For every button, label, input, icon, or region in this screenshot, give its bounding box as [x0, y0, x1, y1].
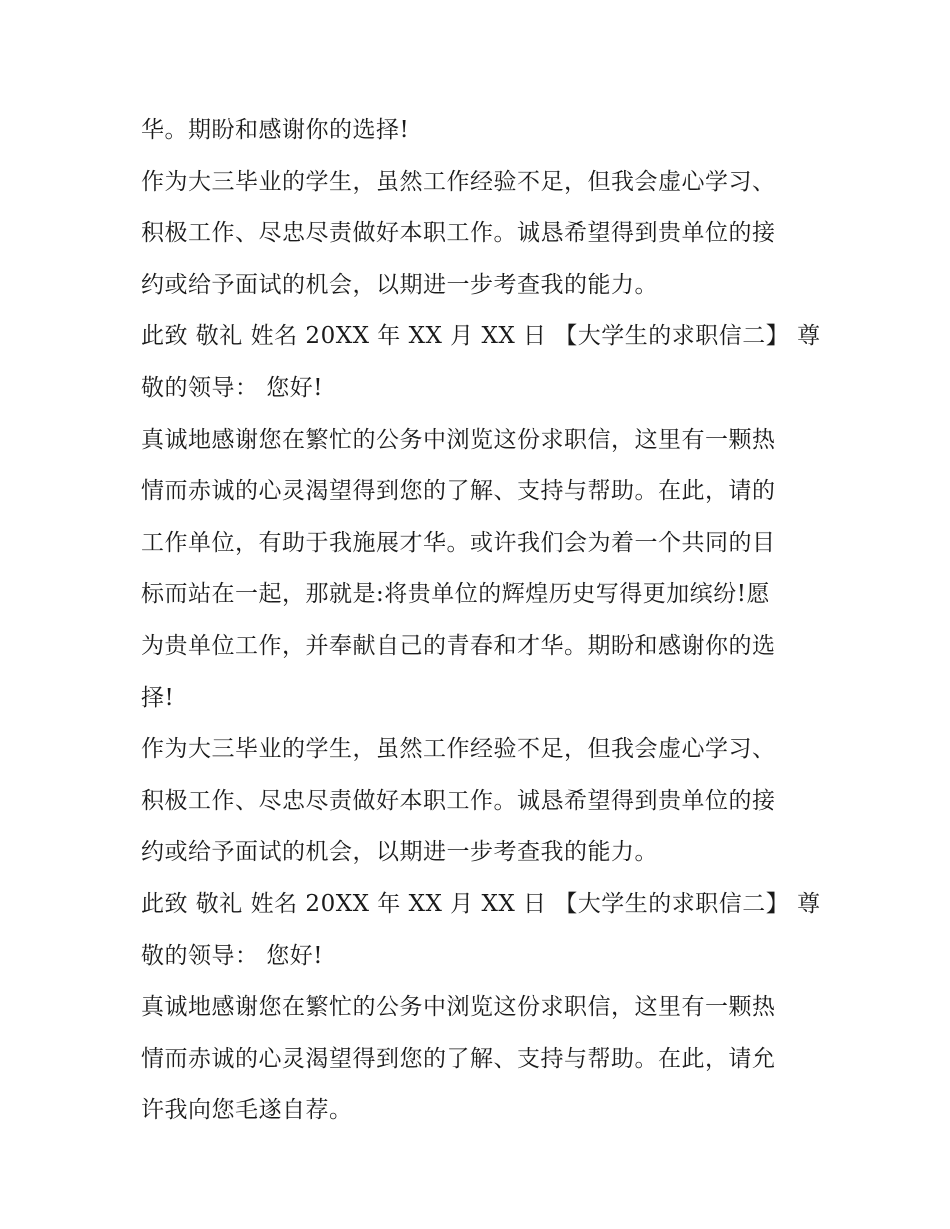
text-line: 情而赤诚的心灵渴望得到您的了解、支持与帮助。在此，请允 [141, 1045, 776, 1072]
text-line: 真诚地感谢您在繁忙的公务中浏览这份求职信，这里有一颗热 [141, 994, 776, 1021]
text-line: 积极工作、尽忠尽责做好本职工作。诚恳希望得到贵单位的接 [141, 220, 776, 247]
text-line: 标而站在一起，那就是:将贵单位的辉煌历史写得更加缤纷!愿 [141, 581, 770, 608]
letter-body [141, 105, 821, 1137]
text-line: 此致 敬礼 姓名 20XX 年 XX 月 XX 日 【大学生的求职信二】 尊 [141, 323, 821, 350]
text-line: 情而赤诚的心灵渴望得到您的了解、支持与帮助。在此，请的 [141, 478, 776, 505]
text-line: 此致 敬礼 姓名 20XX 年 XX 月 XX 日 【大学生的求职信二】 尊 [141, 890, 821, 917]
text-line: 积极工作、尽忠尽责做好本职工作。诚恳希望得到贵单位的接 [141, 787, 776, 814]
text-line: 作为大三毕业的学生，虽然工作经验不足，但我会虚心学习、 [141, 168, 776, 195]
text-line: 真诚地感谢您在繁忙的公务中浏览这份求职信，这里有一颗热 [141, 426, 776, 453]
text-line: 许我向您毛遂自荐。 [141, 1097, 353, 1124]
text-line: 择! [141, 684, 175, 711]
text-line: 工作单位，有助于我施展才华。或许我们会为着一个共同的目 [141, 529, 776, 556]
text-line: 为贵单位工作，并奉献自己的青春和才华。期盼和感谢你的选 [141, 632, 776, 659]
text-line: 华。期盼和感谢你的选择! [141, 117, 410, 143]
text-line: 约或给予面试的机会，以期进一步考查我的能力。 [141, 839, 658, 866]
text-line: 约或给予面试的机会，以期进一步考查我的能力。 [141, 271, 658, 298]
text-line: 敬的领导： 您好! [141, 374, 324, 401]
text-line: 敬的领导： 您好! [141, 942, 324, 969]
text-line: 作为大三毕业的学生，虽然工作经验不足，但我会虚心学习、 [141, 736, 776, 763]
